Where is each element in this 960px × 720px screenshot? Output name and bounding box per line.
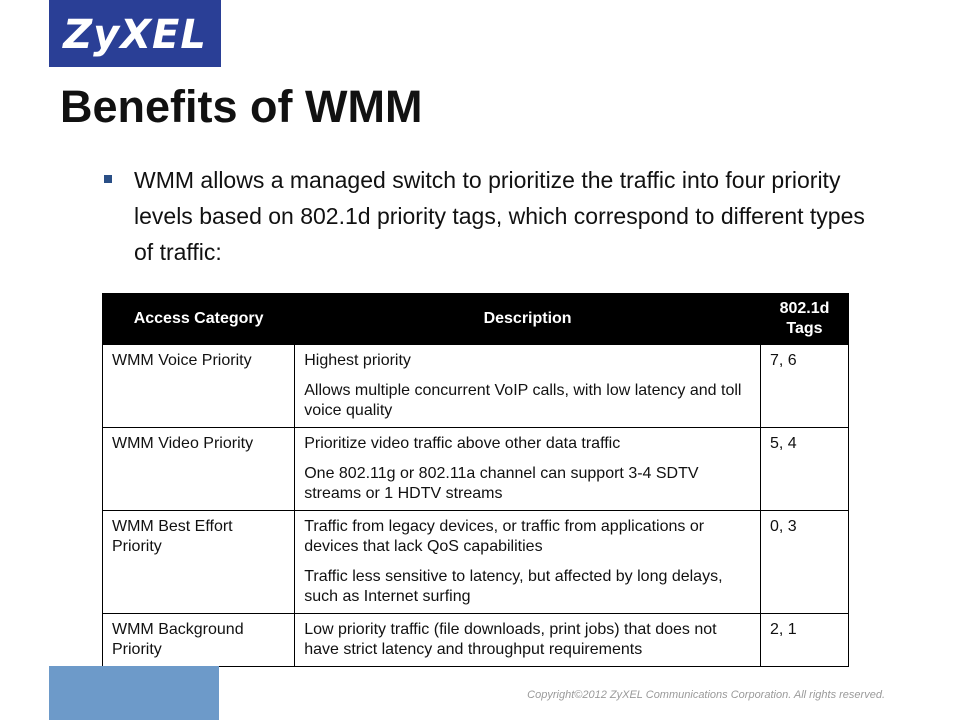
wmm-priority-table <box>102 293 849 667</box>
description-line: Highest priority <box>304 352 411 369</box>
header-tags <box>760 294 848 345</box>
description-line: Low priority traffic (file downloads, print jobs) that does not have strict latency and throughput requirements <box>304 621 717 658</box>
cell-tags: 7, 6 <box>760 345 848 428</box>
description-line: Traffic from legacy devices, or traffic from applications or devices that lack QoS capabilities <box>304 518 705 555</box>
description-line: Allows multiple concurrent VoIP calls, with low latency and toll voice quality <box>304 382 742 419</box>
cell-description <box>295 428 761 511</box>
logo-text: ZyXEL <box>63 11 207 58</box>
description-line: Prioritize video traffic above other data traffic <box>304 435 621 452</box>
bullet-item <box>104 162 884 270</box>
cell-tags: 5, 4 <box>760 428 848 511</box>
cell-category: WMM Voice Priority <box>103 345 295 428</box>
header-tags-line2: Tags <box>786 320 823 337</box>
bottom-accent-bar <box>49 666 219 720</box>
description-line: One 802.11g or 802.11a channel can support 3-4 SDTV streams or 1 HDTV streams <box>304 465 699 502</box>
cell-tags: 2, 1 <box>760 614 848 667</box>
table-row <box>103 428 849 511</box>
cell-category: WMM Background Priority <box>103 614 295 667</box>
cell-tags: 0, 3 <box>760 511 848 614</box>
table-row <box>103 345 849 428</box>
cell-description <box>295 511 761 614</box>
header-tags-line1: 802.1d <box>779 300 830 317</box>
table-row <box>103 511 849 614</box>
square-bullet-icon <box>104 175 112 183</box>
table-row <box>103 614 849 667</box>
copyright-notice: Copyright©2012 ZyXEL Communications Corporation. All rights reserved. <box>527 689 885 701</box>
table-header-row <box>103 294 849 345</box>
cell-description <box>295 345 761 428</box>
slide-title: Benefits of WMM <box>60 81 423 132</box>
bullet-text: WMM allows a managed switch to prioritize the traffic into four priority levels based on 802.1d priority tags, which correspond to different types of traffic: <box>134 167 865 265</box>
header-access-category: Access Category <box>103 294 295 345</box>
cell-description <box>295 614 761 667</box>
zyxel-logo <box>49 0 221 67</box>
cell-category: WMM Video Priority <box>103 428 295 511</box>
description-line: Traffic less sensitive to latency, but affected by long delays, such as Internet surfing <box>304 568 723 605</box>
header-description: Description <box>295 294 761 345</box>
cell-category: WMM Best Effort Priority <box>103 511 295 614</box>
